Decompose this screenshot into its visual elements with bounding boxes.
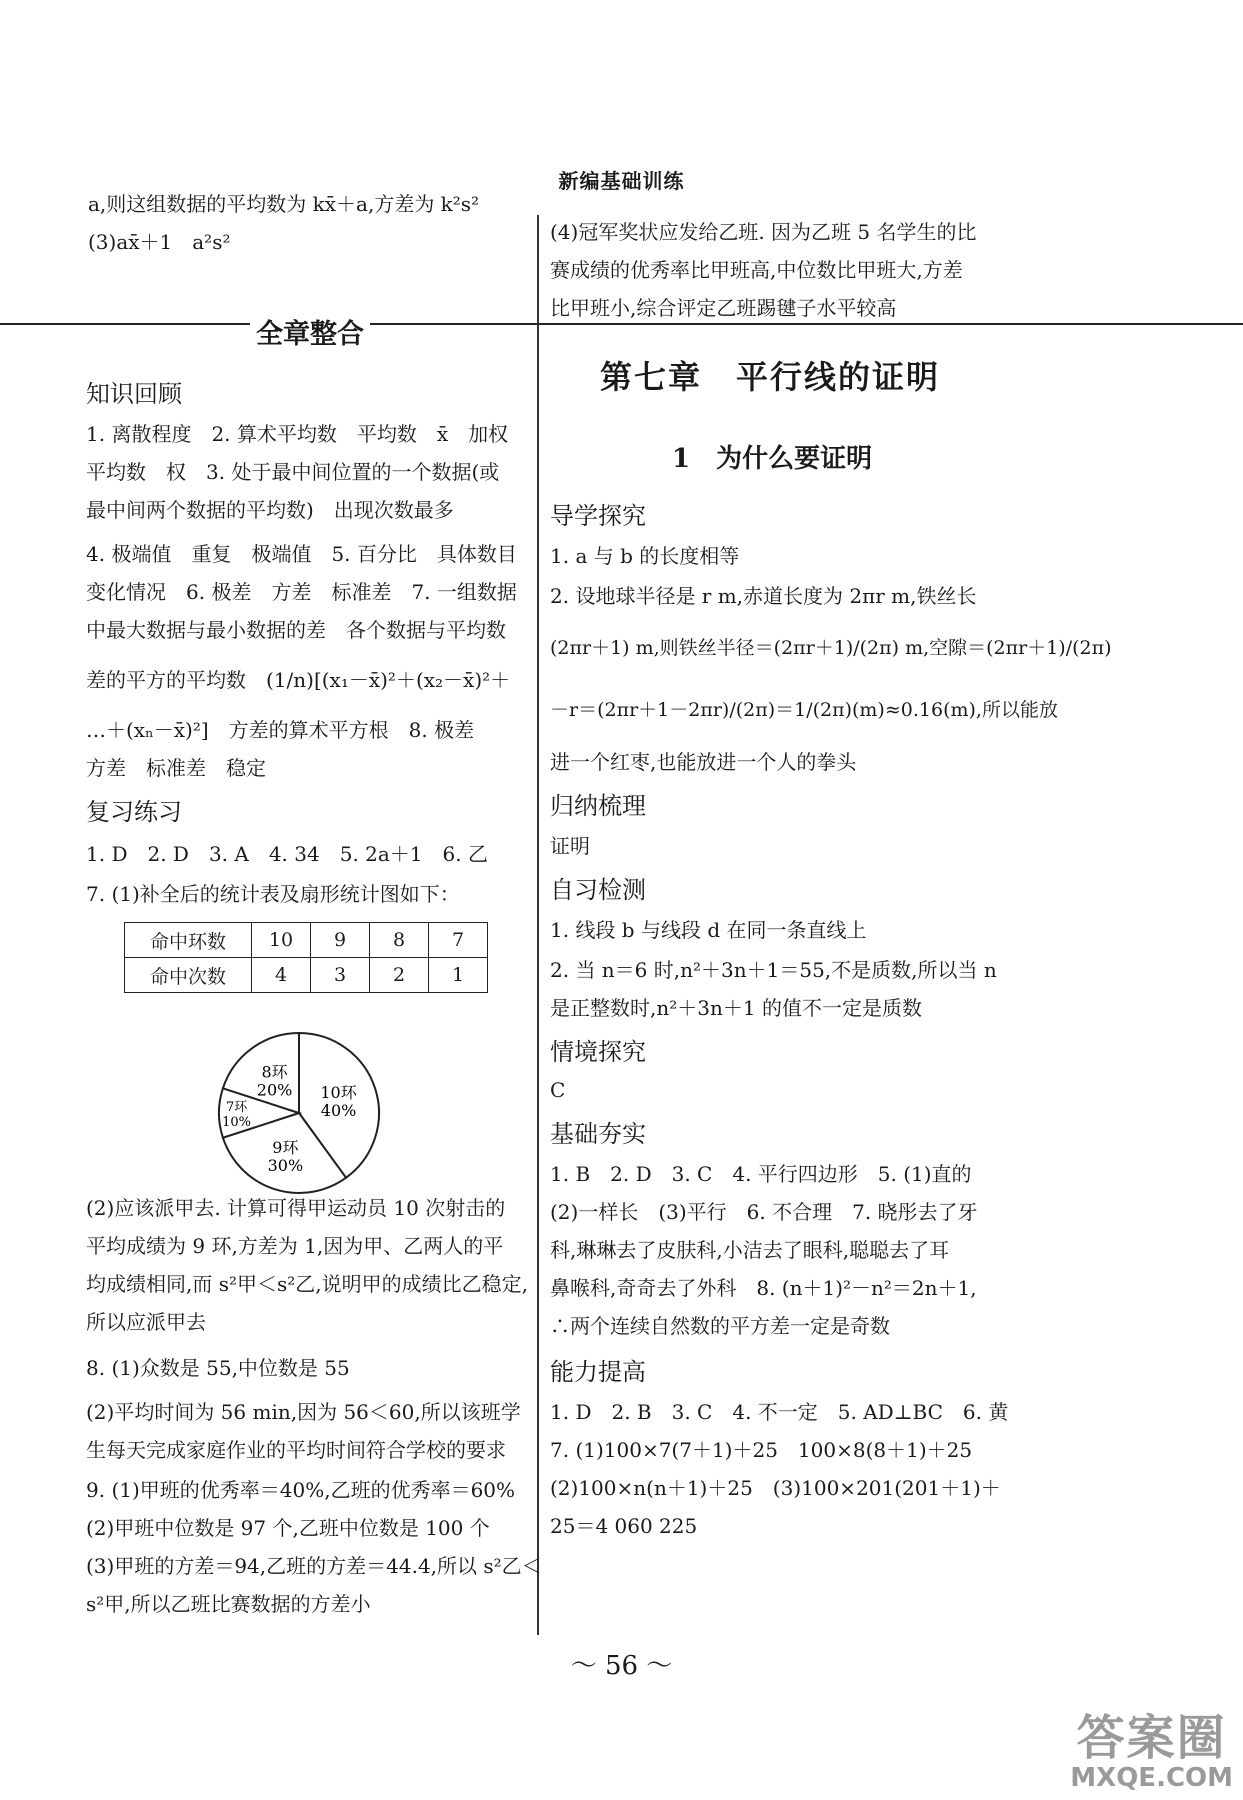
knowledge-line-4: 4. 极端值 重复 极端值 5. 百分比 具体数目 [86,542,517,566]
page-number: ～ 56 ～ [570,1651,673,1681]
guided-line-1: 1. a 与 b 的长度相等 [550,544,740,568]
pie-label: 10环 [320,1083,357,1103]
practice-line-1: 1. D 2. D 3. A 4. 34 5. 2a＋1 6. 乙 [86,842,488,866]
guided-line-5: 进一个红枣,也能放进一个人的拳头 [550,750,857,774]
heading-review-practice: 复习练习 [86,798,182,826]
table-cell: 10 [252,923,311,958]
table-cell: 8 [370,923,429,958]
answer-7-2-line-2: 平均成绩为 9 环,方差为 1,因为甲、乙两人的平 [86,1234,504,1258]
knowledge-line-9: 方差 标准差 稳定 [86,756,266,780]
carryover-right-2: 赛成绩的优秀率比甲班高,中位数比甲班大,方差 [550,258,963,282]
table-row [125,923,488,958]
chapter-summary-title: 全章整合 [250,312,370,351]
heading-foundation: 基础夯实 [550,1120,646,1148]
knowledge-line-7: 差的平方的平均数 (1/n)[(x₁－x̄)²＋(x₂－x̄)²＋ [86,668,511,692]
guided-line-4: －r＝(2πr＋1－2πr)/(2π)＝1/(2π)(m)≈0.16(m),所以能放 [550,699,1058,721]
knowledge-line-3: 最中间两个数据的平均数) 出现次数最多 [86,498,454,522]
answer-8-line-2: (2)平均时间为 56 min,因为 56＜60,所以该班学 [86,1400,521,1424]
table-cell: 2 [370,958,429,993]
carryover-right-1: (4)冠军奖状应发给乙班. 因为乙班 5 名学生的比 [550,220,977,244]
carryover-right-3: 比甲班小,综合评定乙班踢毽子水平较高 [550,296,897,320]
pie-chart [214,1028,384,1198]
column-divider [537,215,539,1635]
foundation-line-5: ∴两个连续自然数的平方差一定是奇数 [550,1314,890,1338]
horizontal-rule [0,323,1243,325]
scenario-line-1: C [550,1078,566,1102]
running-header: 新编基础训练 [558,169,685,193]
table-cell: 7 [429,923,488,958]
watermark-logo [1070,1712,1233,1792]
selfcheck-line-3: 是正整数时,n²＋3n＋1 的值不一定是质数 [550,996,922,1020]
heading-guided-study: 导学探究 [550,502,646,530]
table-cell: 命中环数 [125,923,252,958]
knowledge-line-5: 变化情况 6. 极差 方差 标准差 7. 一组数据 [86,580,517,604]
heading-scenario: 情境探究 [550,1038,646,1066]
answer-9-line-2: (2)甲班中位数是 97 个,乙班中位数是 100 个 [86,1516,490,1540]
table-row [125,958,488,993]
carryover-left-1: a,则这组数据的平均数为 kx̄＋a,方差为 k²s² [88,192,480,216]
answer-9-line-3: (3)甲班的方差＝94,乙班的方差＝44.4,所以 s²乙＜ [86,1554,542,1578]
selfcheck-line-2: 2. 当 n＝6 时,n²＋3n＋1＝55,不是质数,所以当 n [550,958,997,982]
knowledge-line-8: …＋(xₙ－x̄)²] 方差的算术平方根 8. 极差 [86,718,475,742]
summary-line-1: 证明 [550,834,590,858]
heading-knowledge-review: 知识回顾 [86,380,182,408]
pie-percent-label: 40% [320,1101,357,1121]
table-cell: 3 [311,958,370,993]
heading-self-check: 自习检测 [550,876,646,904]
table-cell: 1 [429,958,488,993]
knowledge-line-6: 中最大数据与最小数据的差 各个数据与平均数 [86,618,506,642]
heading-advanced: 能力提高 [550,1358,646,1386]
pie-percent-label: 10% [222,1115,252,1130]
foundation-line-1: 1. B 2. D 3. C 4. 平行四边形 5. (1)直的 [550,1162,972,1186]
watermark-main: 答案圈 [1076,1710,1227,1766]
carryover-left-2: (3)ax̄＋1 a²s² [88,230,231,254]
answer-8-line-1: 8. (1)众数是 55,中位数是 55 [86,1356,350,1380]
advanced-line-3: (2)100×n(n＋1)＋25 (3)100×201(201＋1)＋ [550,1476,1001,1500]
table-cell: 4 [252,958,311,993]
foundation-line-3: 科,琳琳去了皮肤科,小洁去了眼科,聪聪去了耳 [550,1238,950,1262]
pie-label: 9环 [272,1137,299,1157]
pie-percent-label: 30% [267,1155,304,1175]
table-cell: 9 [311,923,370,958]
guided-line-2: 2. 设地球半径是 r m,赤道长度为 2πr m,铁丝长 [550,584,977,608]
foundation-line-2: (2)一样长 (3)平行 6. 不合理 7. 晓彤去了牙 [550,1200,978,1224]
pie-percent-label: 20% [256,1080,293,1100]
pie-label: 7环 [225,1100,248,1115]
advanced-line-4: 25＝4 060 225 [550,1514,698,1538]
answer-7-2-line-3: 均成绩相同,而 s²甲＜s²乙,说明甲的成绩比乙稳定, [86,1272,528,1296]
knowledge-line-2: 平均数 权 3. 处于最中间位置的一个数据(或 [86,460,500,484]
practice-line-2: 7. (1)补全后的统计表及扇形统计图如下： [86,882,460,906]
watermark-url: MXQE.COM [1070,1763,1233,1793]
advanced-line-1: 1. D 2. B 3. C 4. 不一定 5. AD⊥BC 6. 黄 [550,1400,1009,1424]
pie-label: 8环 [261,1062,288,1082]
section-title: 1 为什么要证明 [672,444,873,474]
answer-7-2-line-1: (2)应该派甲去. 计算可得甲运动员 10 次射击的 [86,1196,506,1220]
answer-9-line-4: s²甲,所以乙班比赛数据的方差小 [86,1592,371,1616]
answer-7-2-line-4: 所以应派甲去 [86,1310,206,1334]
guided-line-3: (2πr＋1) m,则铁丝半径＝(2πr＋1)/(2π) m,空隙＝(2πr＋1)/(2π) [550,637,1112,659]
answer-9-line-1: 9. (1)甲班的优秀率＝40%,乙班的优秀率＝60% [86,1478,516,1502]
advanced-line-2: 7. (1)100×7(7＋1)＋25 100×8(8＋1)＋25 [550,1438,973,1462]
chapter-title: 第七章 平行线的证明 [600,358,941,396]
table-cell: 命中次数 [125,958,252,993]
shooting-stats-table [124,922,488,993]
selfcheck-line-1: 1. 线段 b 与线段 d 在同一条直线上 [550,918,867,942]
answer-8-line-3: 生每天完成家庭作业的平均时间符合学校的要求 [86,1438,506,1462]
foundation-line-4: 鼻喉科,奇奇去了外科 8. (n＋1)²－n²＝2n＋1, [550,1276,977,1300]
heading-summary: 归纳梳理 [550,792,646,820]
knowledge-line-1: 1. 离散程度 2. 算术平均数 平均数 x̄ 加权 [86,422,509,446]
